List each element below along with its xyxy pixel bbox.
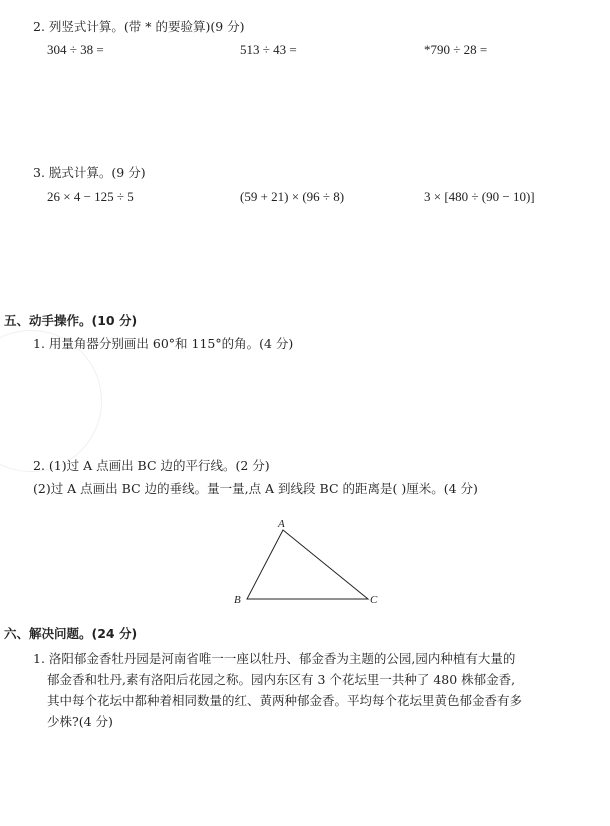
section-6-q1-line-1: 1. 洛阳郁金香牡丹园是河南省唯一一座以牡丹、郁金香为主题的公园,园内种植有大量的 (33, 651, 516, 666)
section-6-q1-line-4: 少株?(4 分) (47, 714, 113, 729)
vertex-c-label: C (370, 594, 378, 606)
section-6-q1-line-3: 其中每个花坛中都种着相同数量的红、黄两种郁金香。平均每个花坛里黄色郁金香有多 (47, 693, 523, 708)
q3-heading: 3. 脱式计算。(9 分) (33, 165, 146, 180)
section-5-q2-part1: 2. (1)过 A 点画出 BC 边的平行线。(2 分) (33, 458, 270, 473)
section-6-title: 六、解决问题。(24 分) (4, 626, 138, 641)
q3-item-3: 3 × [480 ÷ (90 − 10)] (424, 189, 535, 204)
section-6-q1 (33, 648, 607, 732)
q2-heading: 2. 列竖式计算。(带 * 的要验算)(9 分) (33, 19, 245, 34)
vertex-b-label: B (234, 594, 241, 606)
triangle-abc (247, 530, 368, 599)
section-5-title: 五、动手操作。(10 分) (4, 313, 138, 328)
q3-item-2: (59 + 21) × (96 ÷ 8) (240, 189, 345, 204)
vertex-a-label: A (278, 518, 285, 530)
q2-item-3: *790 ÷ 28 = (424, 42, 488, 57)
q2-item-1: 304 ÷ 38 = (47, 42, 104, 57)
section-6-q1-line-2: 郁金香和牡丹,素有洛阳后花园之称。园内东区有 3 个花坛里一共种了 480 株郁金香, (47, 672, 516, 687)
section-5-q2-part2: (2)过 A 点画出 BC 边的垂线。量一量,点 A 到线段 BC 的距离是( )厘米。(4 分) (33, 481, 478, 496)
q2-item-2: 513 ÷ 43 = (240, 42, 297, 57)
section-5-q1: 1. 用量角器分别画出 60°和 115°的角。(4 分) (33, 336, 294, 351)
q3-item-1: 26 × 4 − 125 ÷ 5 (47, 189, 134, 204)
